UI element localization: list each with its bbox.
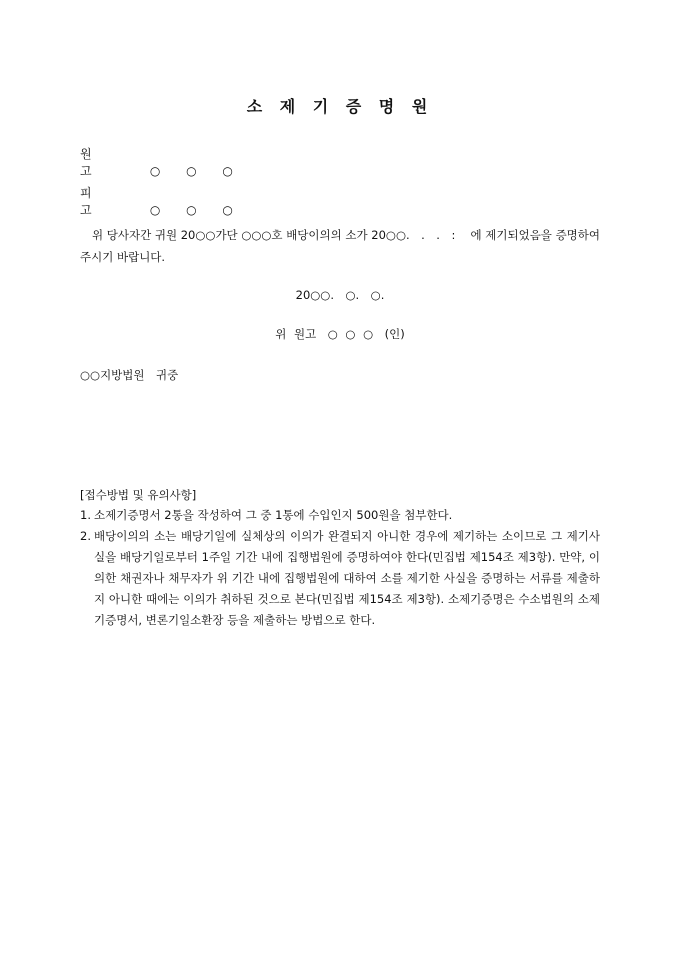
- document-date: 20○○. ○. ○.: [295, 288, 385, 302]
- note-text: 소제기증명서 2통을 작성하여 그 중 1통에 수입인지 500원을 첨부한다.: [94, 508, 453, 522]
- notes-list: [80, 505, 600, 631]
- court-addressee: ○○지방법원 귀중: [80, 368, 179, 382]
- document-title: 소 제 기 증 명 원: [246, 97, 434, 116]
- note-number: 1.: [80, 508, 91, 522]
- note-number: 2.: [80, 529, 91, 543]
- note-item: [80, 526, 600, 631]
- plaintiff-name: ○ ○ ○: [149, 164, 233, 178]
- note-item: [80, 505, 600, 526]
- notes-heading: [접수방법 및 유의사항]: [80, 488, 197, 502]
- defendant-name: ○ ○ ○: [149, 203, 233, 217]
- plaintiff-line: [80, 145, 233, 179]
- defendant-label: 피 고: [80, 186, 101, 217]
- signature-line: 위 원고 ○ ○ ○ (인): [275, 327, 405, 341]
- plaintiff-label: 원 고: [80, 147, 101, 178]
- note-text: 배당이의의 소는 배당기일에 실체상의 이의가 완결되지 아니한 경우에 제기하는 소이므로 그 제기사실을 배당기일로부터 1주일 기간 내에 집행법원에 증명하여야 한다(민집법 제154조 제3항). 만약, 이의한 채권자나 채무자가 위 기간 내에 집행법원에 대하여 소를 제기한 사실을 증명하는 서류를 제출하지 아니한 때에는 이의가 취하된 것으로 본다(민집법 제154조 제3항). 소제기증명은 수소법원의 소제기증명서, 변론기일소환장 등을 제출하는 방법으로 한다.: [94, 529, 600, 627]
- request-body: 위 당사자간 귀원 20○○가단 ○○○호 배당이의의 소가 20○○. . . : 에 제기되었음을 증명하여 주시기 바랍니다.: [80, 228, 600, 264]
- defendant-line: [80, 184, 233, 218]
